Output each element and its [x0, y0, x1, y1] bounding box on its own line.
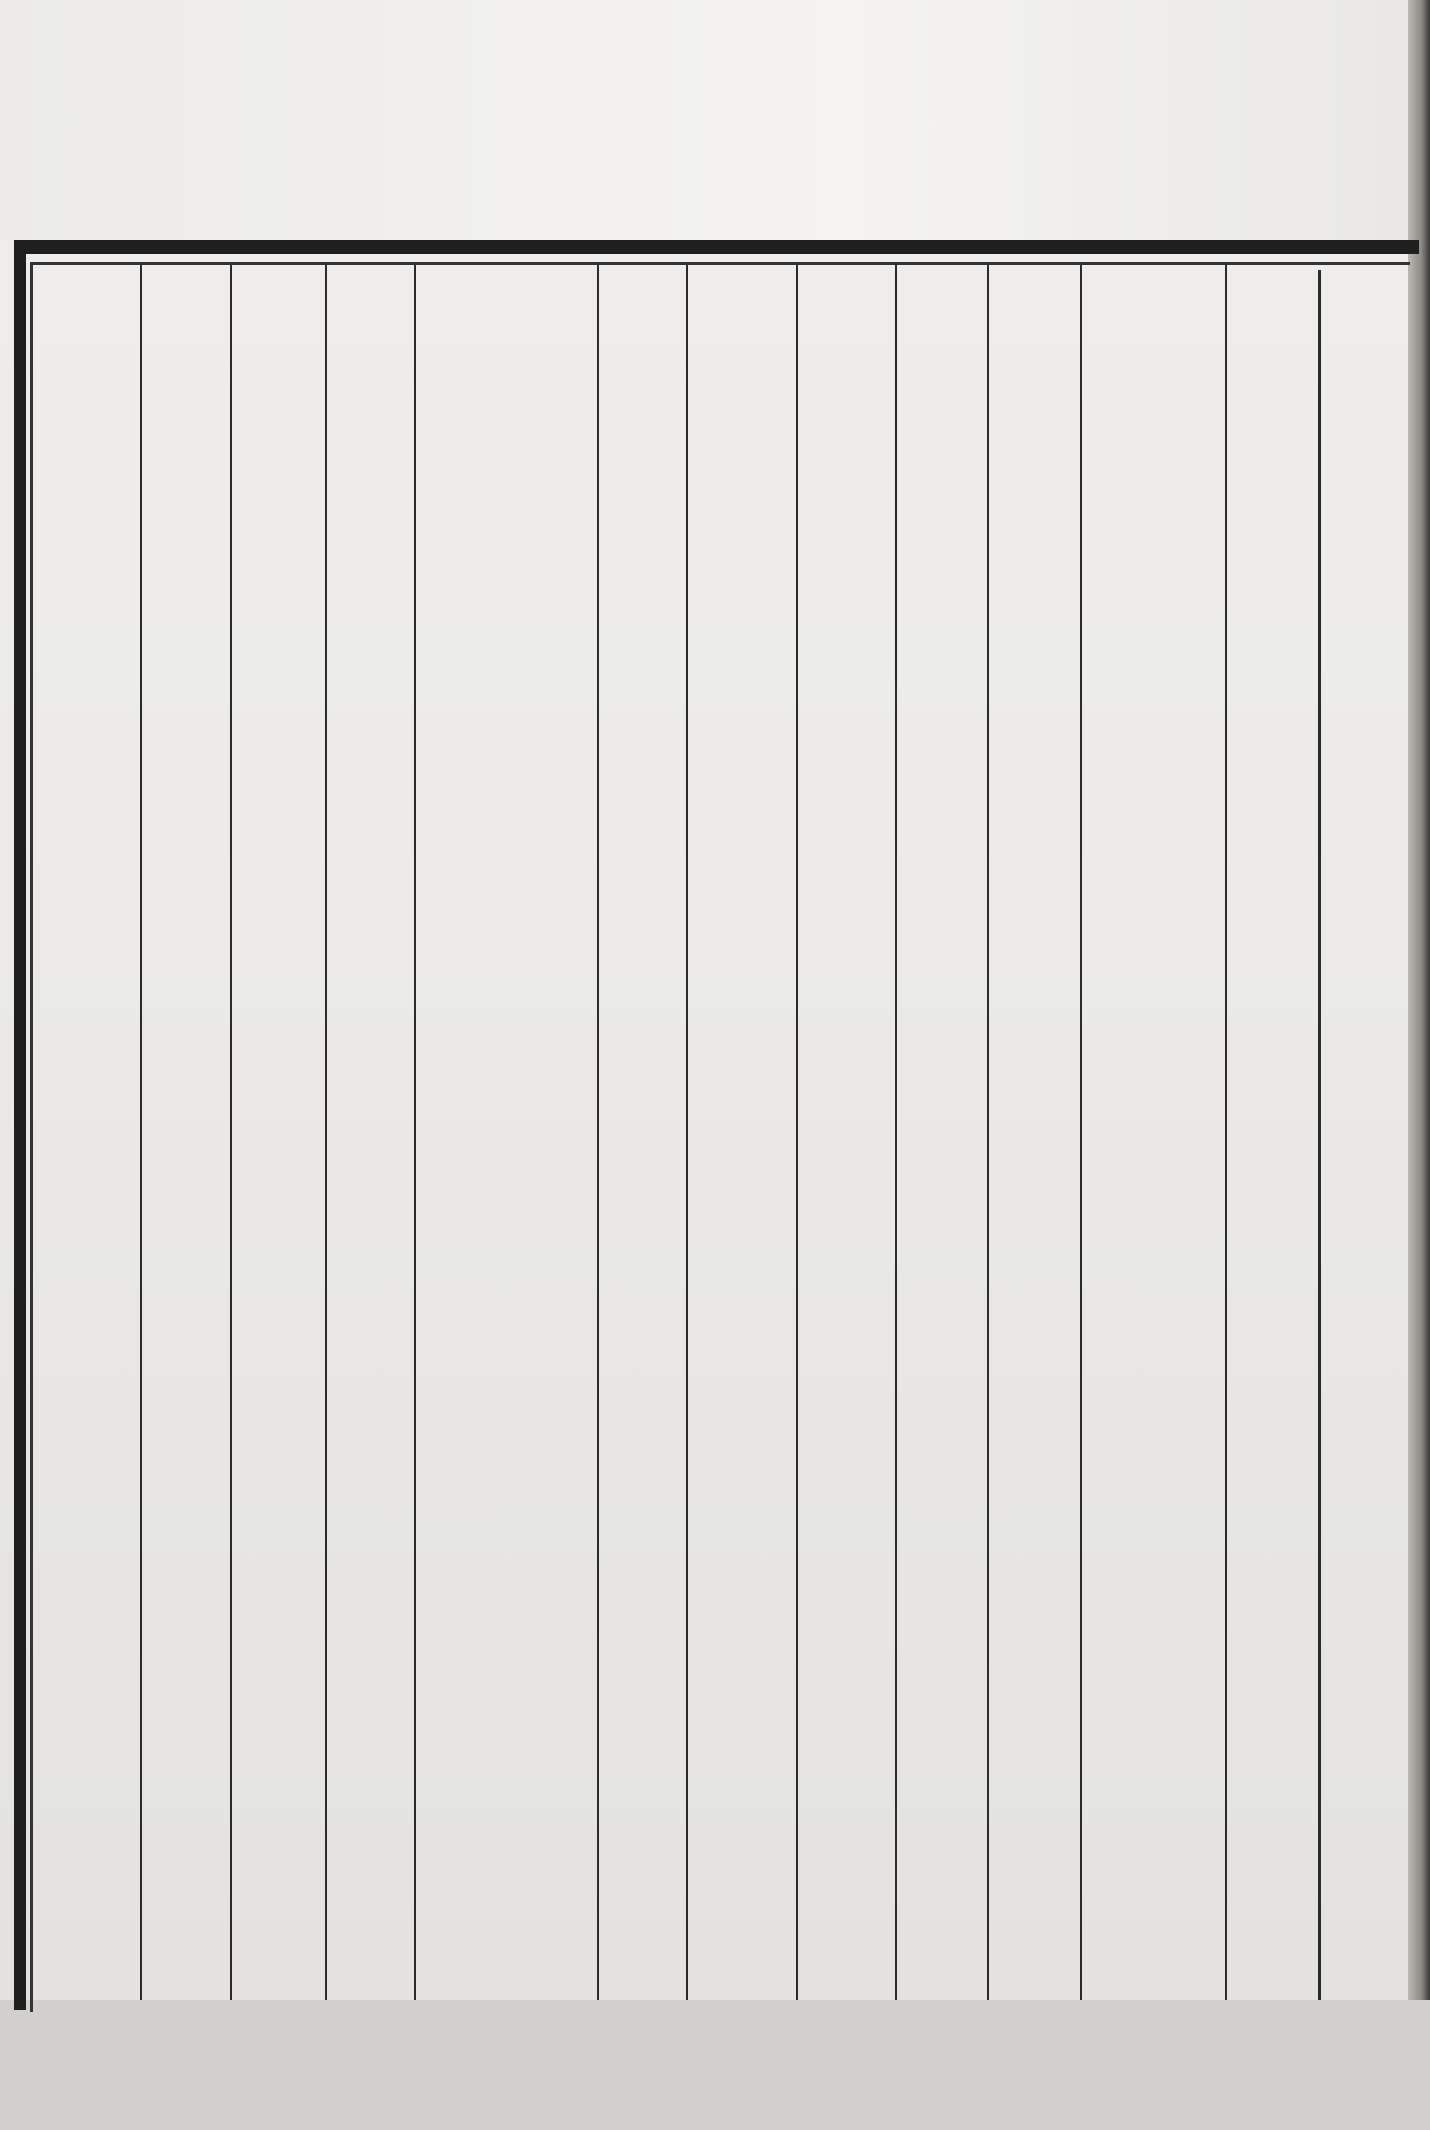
text-column-5 — [887, 410, 973, 2130]
text-column-11 — [335, 410, 421, 2130]
top-blank-margin — [0, 0, 1410, 240]
text-column-2 — [1160, 275, 1246, 1995]
text-column-14 — [60, 275, 146, 1995]
text-column-10 — [425, 410, 511, 2130]
text-column-6 — [790, 410, 876, 2130]
text-column-1 — [1250, 275, 1336, 1995]
text-column-4 — [977, 410, 1063, 2130]
text-column-12 — [240, 330, 326, 2050]
text-column-8 — [610, 275, 696, 1995]
text-column-13 — [150, 410, 236, 2130]
text-column-9 — [520, 340, 606, 2060]
text-column-7 — [700, 410, 786, 2130]
text-column-3 — [1070, 340, 1156, 2060]
